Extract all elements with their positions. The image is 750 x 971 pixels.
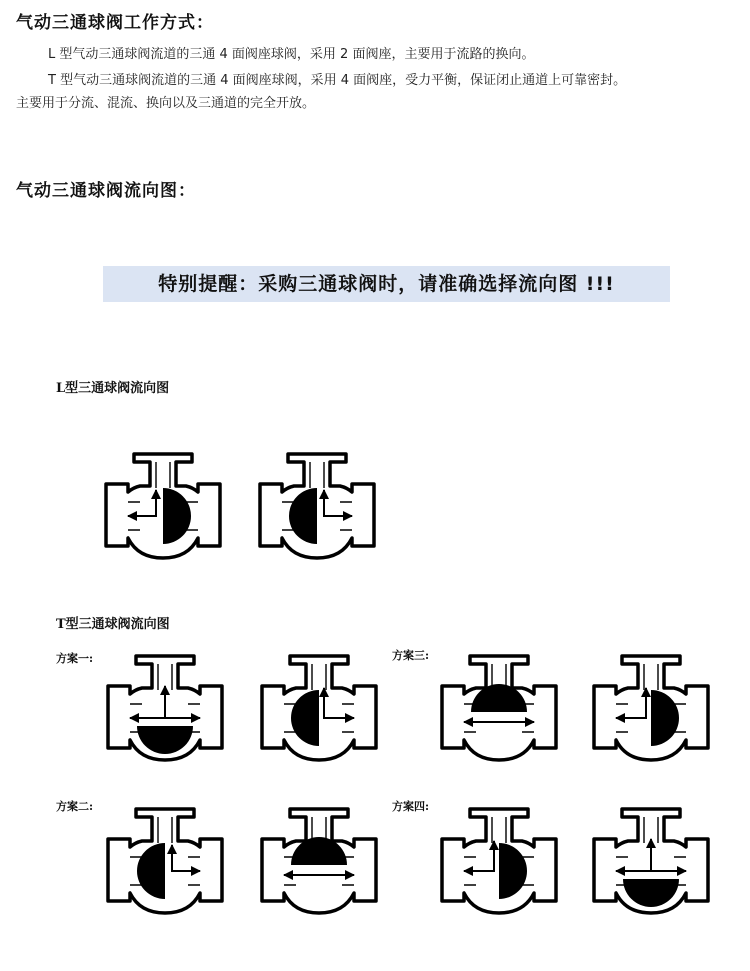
section-title-working-mode: 气动三通球阀工作方式： [16, 13, 214, 33]
l-valve-2-diagram [258, 450, 376, 560]
l-diagram-title: L型三通球阀流向图 [56, 381, 170, 396]
scheme-1-label: 方案一: [56, 652, 94, 665]
section-title-flow-diagram: 气动三通球阀流向图： [16, 181, 196, 201]
t-scheme1-valve-1-diagram [106, 652, 224, 762]
paragraph-t-type: T 型气动三通球阀流道的三通 4 面阀座球阀，采用 4 面阀座，受力平衡，保证闭止通道上可靠密封。 [48, 73, 627, 88]
t-scheme2-valve-1-diagram [106, 805, 224, 915]
t-scheme4-valve-1-diagram [440, 805, 558, 915]
t-scheme3-valve-1-diagram [440, 652, 558, 762]
t-scheme1-valve-2-diagram [260, 652, 378, 762]
t-scheme2-valve-2-diagram [260, 805, 378, 915]
t-scheme4-valve-2-diagram [592, 805, 710, 915]
scheme-2-label: 方案二: [56, 800, 94, 813]
t-scheme3-valve-2-diagram [592, 652, 710, 762]
paragraph-t-type-continued: 主要用于分流、混流、换向以及三通道的完全开放。 [16, 96, 316, 111]
reminder-banner: 特别提醒：采购三通球阀时，请准确选择流向图 !!! [103, 266, 670, 302]
l-valve-1-diagram [104, 450, 222, 560]
t-diagram-title: T型三通球阀流向图 [56, 617, 170, 632]
scheme-4-label: 方案四: [392, 800, 430, 813]
paragraph-l-type: L 型气动三通球阀流道的三通 4 面阀座球阀，采用 2 面阀座，主要用于流路的换向。 [48, 47, 535, 62]
scheme-3-label: 方案三: [392, 649, 430, 662]
